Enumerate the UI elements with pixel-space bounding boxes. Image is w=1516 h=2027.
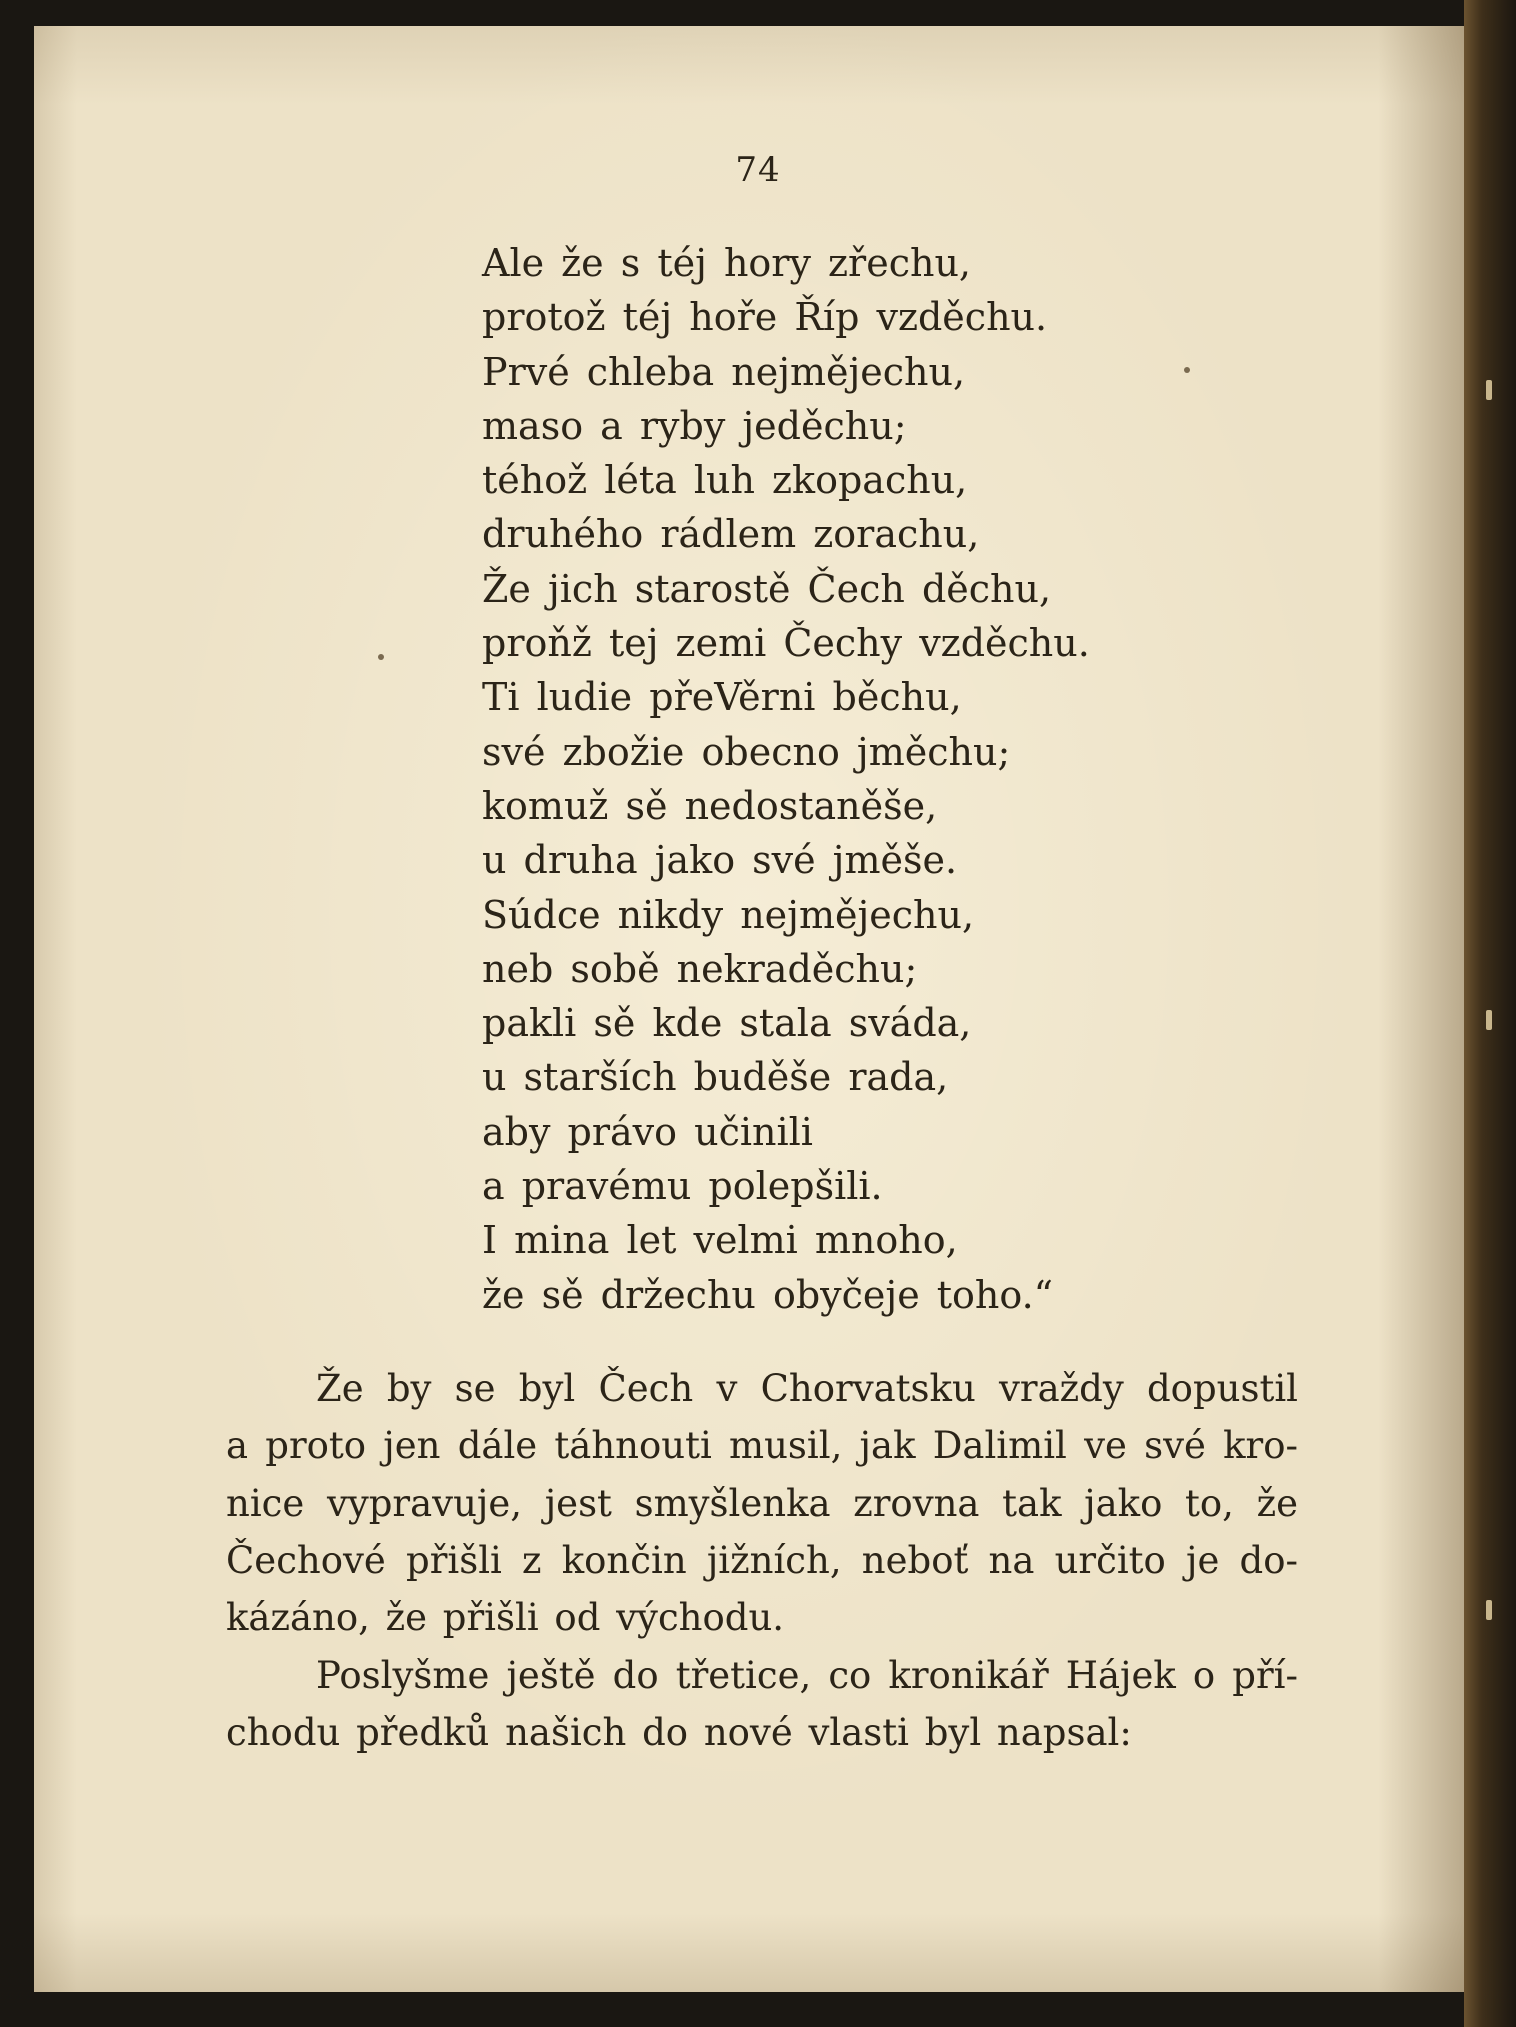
paragraph-line: Čechové přišli z končin jižních, neboť na určito je do-: [226, 1538, 1298, 1582]
book-spine: [1464, 0, 1516, 2027]
verse-line: Ale že s téj hory zřechu,: [482, 241, 971, 285]
verse-line: Súdce nikdy nejmějechu,: [482, 892, 975, 937]
paragraph-dalimil: [226, 1360, 1298, 1646]
verse-line: komuž sě nedostaněše,: [482, 783, 938, 828]
verse-line: proňž tej zemi Čechy vzděchu.: [482, 621, 1090, 666]
verse-line: téhož léta luh zkopachu,: [482, 458, 968, 503]
verse-line: I mina let velmi mnoho,: [482, 1218, 958, 1263]
verse-line: pakli sě kde stala sváda,: [482, 1001, 972, 1046]
verse-line: Že jich starostě Čech děchu,: [482, 566, 1052, 611]
verse-block: [482, 236, 1090, 1322]
paragraph-line: chodu předků našich do nové vlasti byl napsal:: [226, 1711, 1132, 1755]
verse-line: Ti ludie přeVěrni běchu,: [482, 675, 962, 720]
spine-mark: [1486, 1010, 1492, 1030]
verse-line: své zbožie obecno jměchu;: [482, 729, 1011, 774]
verse-line: protož téj hoře Říp vzděchu.: [482, 295, 1048, 340]
verse-line: maso a ryby jeděchu;: [482, 403, 907, 448]
verse-line: že sě držechu obyčeje toho.“: [482, 1272, 1054, 1317]
verse-line: u starších buděše rada,: [482, 1055, 949, 1100]
paragraph-line: a proto jen dále táhnouti musil, jak Dalimil ve své kro-: [226, 1424, 1298, 1468]
verse-line: neb sobě nekraděchu;: [482, 946, 918, 991]
verse-line: u druha jako své jměše.: [482, 838, 958, 883]
verse-line: druhého rádlem zorachu,: [482, 512, 980, 557]
paper-speck: [1184, 367, 1190, 373]
verse-line: Prvé chleba nejmějechu,: [482, 349, 966, 394]
spine-mark: [1486, 380, 1492, 400]
paragraph-line: Že by se byl Čech v Chorvatsku vraždy dopustil: [316, 1367, 1298, 1410]
paper-speck: [378, 654, 384, 660]
paragraph-line: kázáno, že přišli od východu.: [226, 1596, 785, 1640]
verse-line: a pravému polepšili.: [482, 1164, 883, 1209]
paragraph-line: nice vypravuje, jest smyšlenka zrovna tak jako to, že: [226, 1481, 1298, 1525]
page-number: 74: [735, 150, 781, 190]
paragraph-hajek: [226, 1647, 1298, 1762]
verse-line: aby právo učinili: [482, 1109, 813, 1154]
paragraph-line: Poslyšme ještě do třetice, co kronikář Hájek o pří-: [316, 1654, 1298, 1697]
spine-mark: [1486, 1600, 1492, 1620]
